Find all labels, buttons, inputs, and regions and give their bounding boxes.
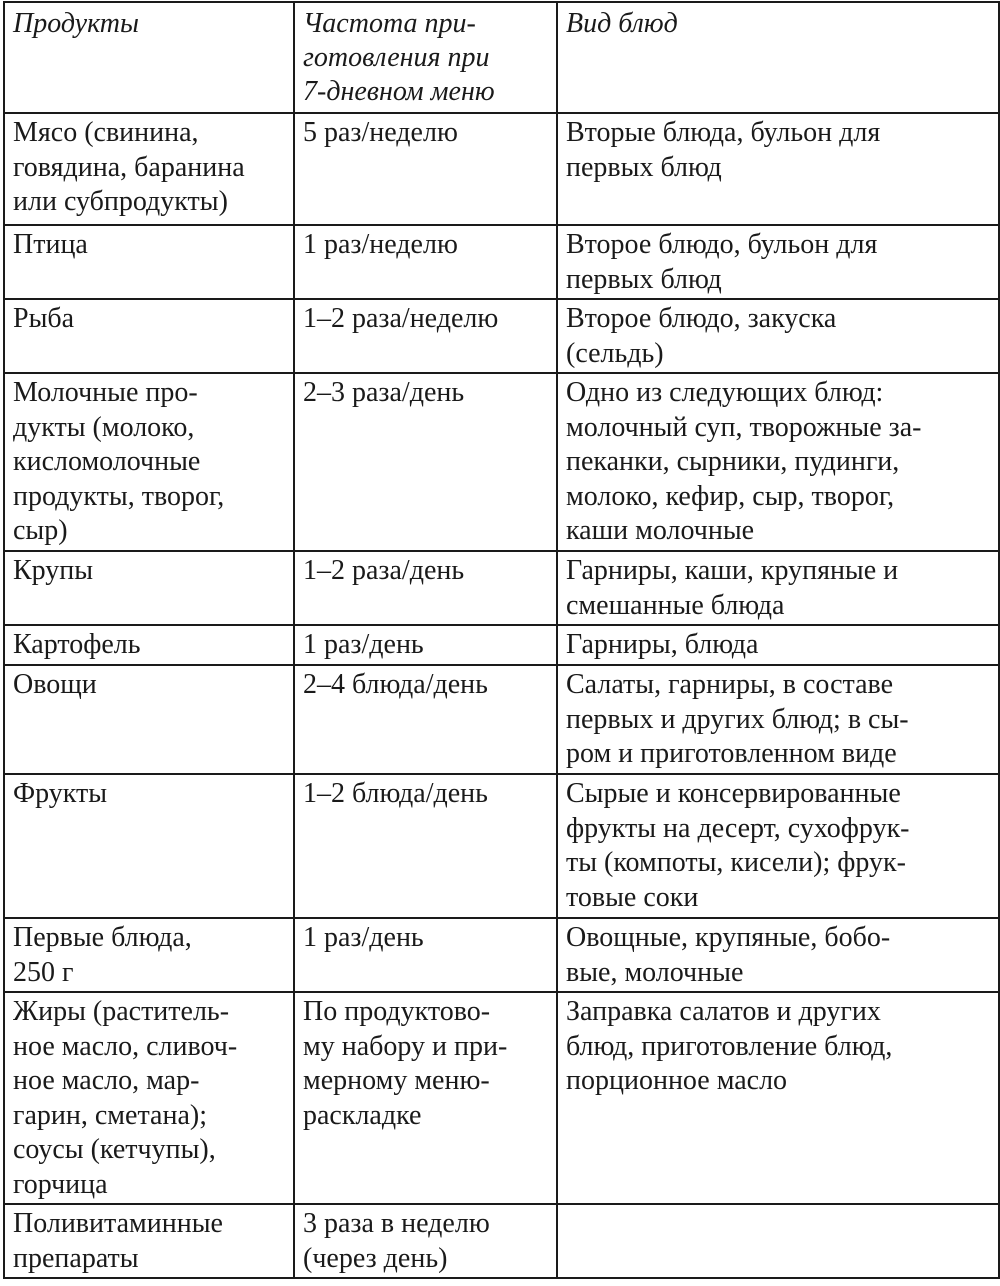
cell-dish-type: Гарниры, каши, крупяные и смешанные блюда: [557, 551, 999, 625]
cell-frequency: 5 раз/неделю: [294, 113, 557, 225]
cell-dish-type: Одно из следующих блюд: молочный суп, творожные за- пеканки, сырники, пудинги, молоко, кефир, сыр, творог, каши молочные: [557, 373, 999, 551]
cell-frequency: 1–2 раза/неделю: [294, 299, 557, 373]
cell-dish-type: Сырые и консервированные фрукты на десерт, сухофрук- ты (компоты, кисели); фрук- товые соки: [557, 774, 999, 918]
table-row: [4, 299, 999, 373]
cell-dish-type: Вторые блюда, бульон для первых блюд: [557, 113, 999, 225]
cell-dish-type: Салаты, гарниры, в составе первых и других блюд; в сы- ром и приготовленном виде: [557, 665, 999, 774]
table-row: [4, 665, 999, 774]
table-row: [4, 774, 999, 918]
table-row: [4, 551, 999, 625]
table-row: [4, 113, 999, 225]
food-frequency-table: [3, 1, 1000, 1279]
cell-product: Фрукты: [4, 774, 294, 918]
cell-dish-type: Заправка салатов и других блюд, приготовление блюд, порционное масло: [557, 992, 999, 1204]
cell-product: Картофель: [4, 625, 294, 665]
cell-product: Первые блюда, 250 г: [4, 918, 294, 992]
table-row: [4, 1204, 999, 1278]
table-row: [4, 225, 999, 299]
cell-dish-type: Второе блюдо, бульон для первых блюд: [557, 225, 999, 299]
header-dish-type: Вид блюд: [557, 2, 999, 113]
cell-product: Овощи: [4, 665, 294, 774]
cell-dish-type: Второе блюдо, закуска (сельдь): [557, 299, 999, 373]
cell-product: Поливитаминные препараты: [4, 1204, 294, 1278]
cell-product: Жиры (раститель- ное масло, сливоч- ное масло, мар- гарин, сметана); соусы (кетчупы), горчица: [4, 992, 294, 1204]
table-row: [4, 918, 999, 992]
cell-frequency: 2–3 раза/день: [294, 373, 557, 551]
table-row: [4, 373, 999, 551]
cell-frequency: По продуктово- му набору и при- мерному меню- раскладке: [294, 992, 557, 1204]
cell-frequency: 3 раза в неделю (через день): [294, 1204, 557, 1278]
cell-product: Крупы: [4, 551, 294, 625]
cell-dish-type: Овощные, крупяные, бобо- вые, молочные: [557, 918, 999, 992]
cell-product: Птица: [4, 225, 294, 299]
cell-frequency: 1 раз/неделю: [294, 225, 557, 299]
cell-product: Молочные про- дукты (молоко, кисломолочные продукты, творог, сыр): [4, 373, 294, 551]
cell-frequency: 1 раз/день: [294, 918, 557, 992]
cell-product: Мясо (свинина, говядина, баранина или субпродукты): [4, 113, 294, 225]
cell-frequency: 1–2 раза/день: [294, 551, 557, 625]
header-frequency: Частота при- готовления при 7-дневном меню: [294, 2, 557, 113]
cell-frequency: 1–2 блюда/день: [294, 774, 557, 918]
table-row: [4, 992, 999, 1204]
cell-dish-type: [557, 1204, 999, 1278]
cell-frequency: 1 раз/день: [294, 625, 557, 665]
header-products: Продукты: [4, 2, 294, 113]
cell-product: Рыба: [4, 299, 294, 373]
table-row: [4, 625, 999, 665]
table-header-row: [4, 2, 999, 113]
cell-dish-type: Гарниры, блюда: [557, 625, 999, 665]
cell-frequency: 2–4 блюда/день: [294, 665, 557, 774]
